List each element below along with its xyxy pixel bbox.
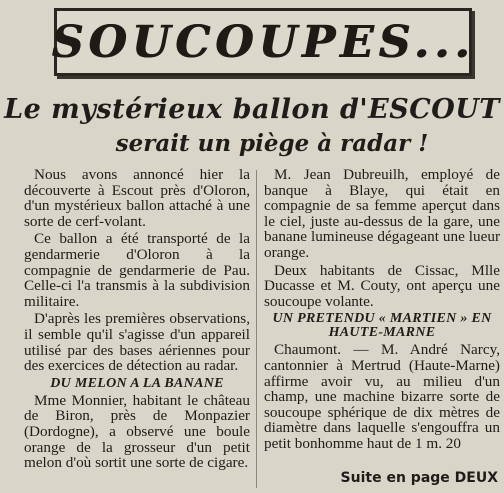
article-paragraph: Ce ballon a été transporté de la gendarmerie d'Oloron à la compagnie de gendarmerie de Pau. Celle-ci l'a transmis à la subdivision militaire. (24, 230, 250, 310)
section-subhead: UN PRETENDU « MARTIEN » EN HAUTE-MARNE (272, 311, 492, 341)
article-title-line-1: Le mystérieux ballon d'ESCOUT (4, 94, 500, 125)
article-paragraph: D'après les premières observations, il semble qu'il s'agisse d'un appareil utilisé par des bases aériennes pour des exercices de détection au radar. (24, 310, 250, 375)
banner-title: SOUCOUPES... (51, 16, 475, 68)
section-subhead: DU MELON A LA BANANE (50, 375, 224, 391)
article-paragraph: Nous avons annoncé hier la découverte à Escout près d'Oloron, d'un mystérieux ballon attaché à une sorte de cerf-volant. (24, 166, 250, 230)
article-paragraph: Chaumont. — M. André Narcy, cantonnier à Mertrud (Haute-Marne) affirme avoir vu, au milieu d'un champ, une machine bizarre sorte de soucoupe sphérique de dix mètres de diamètre dans laquelle s'engouffra un petit bonhomme haut de 1 m. 20 (264, 341, 500, 452)
right-column (264, 167, 500, 454)
article-paragraph: Mme Monnier, habitant le château de Biron, près de Monpazier (Dordogne), a observé une boule orange de la grosseur d'un petit melon d'où sortit une sorte de cigare. (24, 391, 250, 472)
article-title-line-2: serait un piège à radar ! (115, 130, 429, 157)
column-divider (256, 170, 257, 488)
headline-banner (51, 8, 475, 76)
article-paragraph: Deux habitants de Cissac, Mlle Ducasse et M. Couty, ont aperçu une soucoupe volante. (264, 261, 500, 310)
article-paragraph: M. Jean Dubreuilh, employé de banque à Blaye, qui était en compagnie de sa femme aperçut dans le ciel, juste au-dessus de la gare, une banane lumineuse dégageant une lueur orange. (264, 166, 500, 261)
left-column (24, 167, 250, 473)
continuation-note: Suite en page DEUX (340, 470, 498, 486)
